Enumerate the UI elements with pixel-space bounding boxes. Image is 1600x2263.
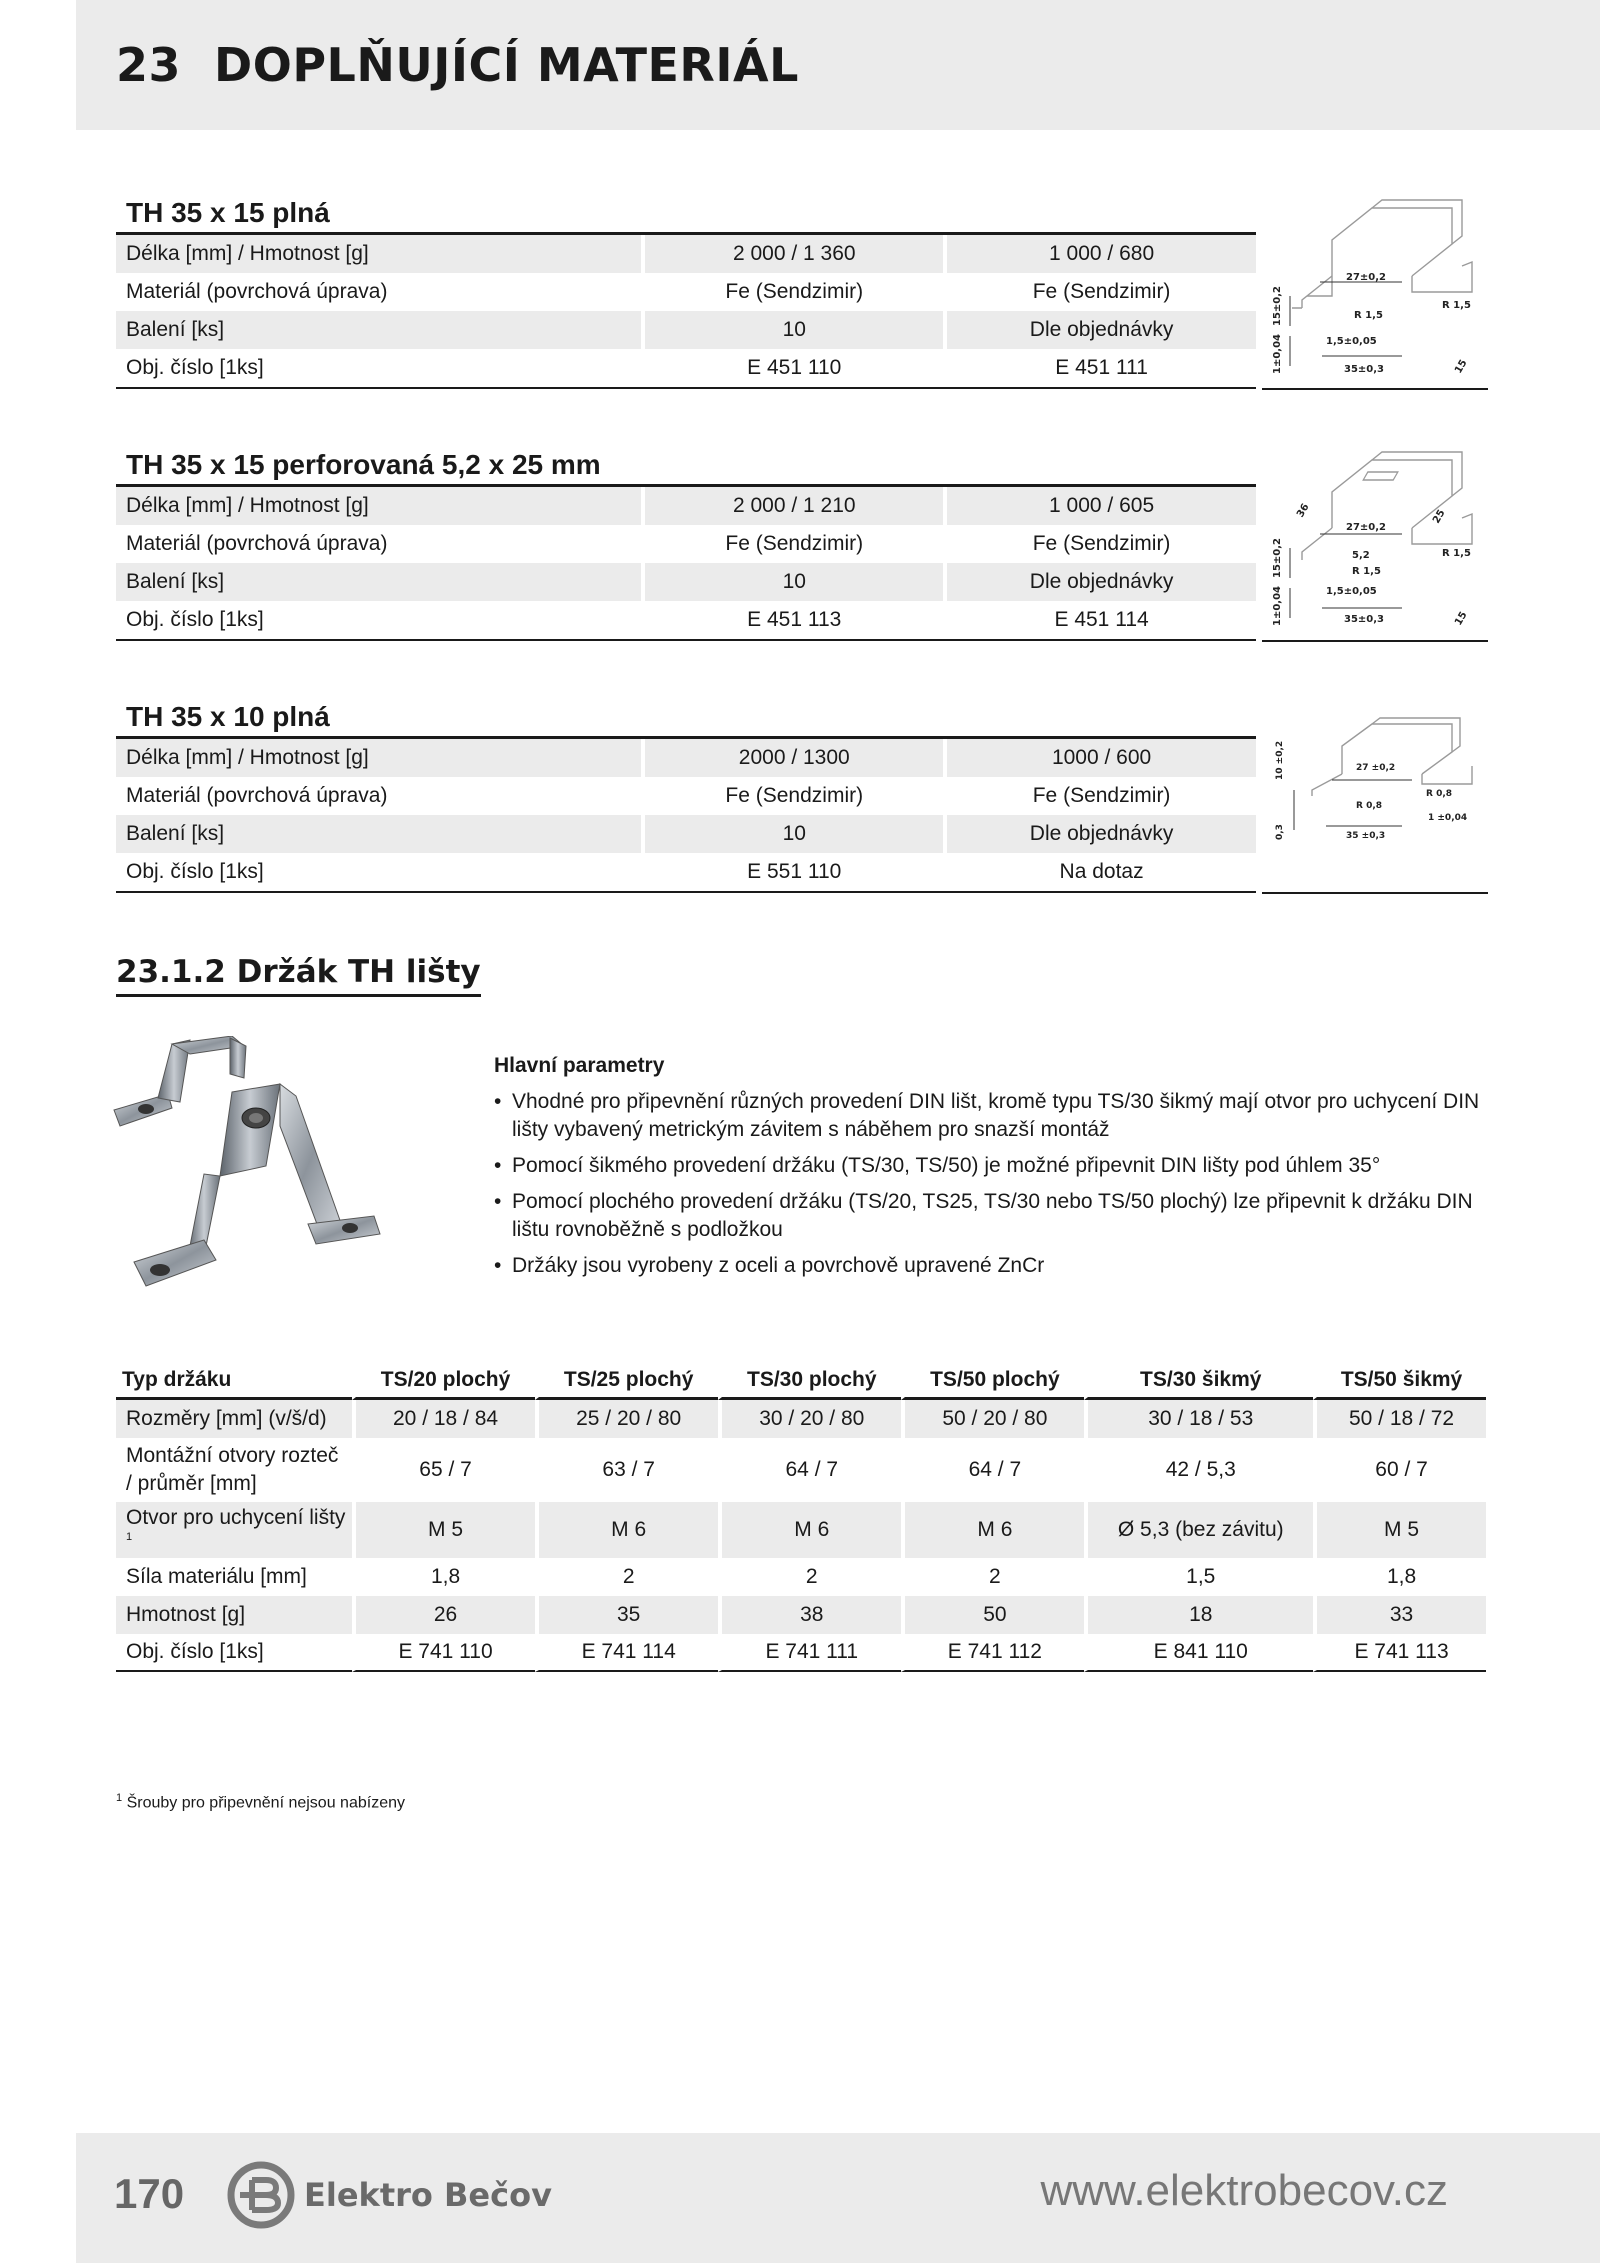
params-title: Hlavní parametry bbox=[494, 1054, 665, 1077]
rail-title: TH 35 x 10 plná bbox=[126, 701, 330, 732]
column-header: TS/50 plochý bbox=[901, 1362, 1084, 1400]
drawing-rule bbox=[1262, 892, 1488, 894]
dim-width: 27±0,2 bbox=[1346, 272, 1387, 283]
table-cell: Materiál (povrchová úprava) bbox=[116, 273, 641, 311]
column-header: Typ držáku bbox=[116, 1362, 352, 1400]
table-cell: 35 bbox=[535, 1596, 718, 1634]
table-row bbox=[116, 1502, 1486, 1558]
table-cell: 64 / 7 bbox=[901, 1438, 1084, 1502]
chapter-number: 23 bbox=[116, 38, 182, 92]
rail-title: TH 35 x 15 perforovaná 5,2 x 25 mm bbox=[126, 449, 601, 480]
table-cell: 65 / 7 bbox=[352, 1438, 535, 1502]
dim-side: 15 bbox=[1453, 357, 1470, 376]
table-cell: Ø 5,3 (bez závitu) bbox=[1084, 1502, 1313, 1558]
table-cell: Fe (Sendzimir) bbox=[641, 525, 943, 563]
table-cell: Obj. číslo [1ks] bbox=[116, 349, 641, 387]
table-cell: Fe (Sendzimir) bbox=[943, 525, 1256, 563]
table-cell: 1,8 bbox=[1313, 1558, 1486, 1596]
table-cell: Balení [ks] bbox=[116, 815, 641, 853]
table-cell: E 741 111 bbox=[718, 1634, 901, 1672]
dim-height: 10 ±0,2 bbox=[1275, 740, 1285, 780]
table-cell: M 6 bbox=[901, 1502, 1084, 1558]
chapter-name: DOPLŇUJÍCÍ MATERIÁL bbox=[214, 38, 799, 92]
dim-radius-inner: R 0,8 bbox=[1356, 801, 1383, 811]
dim-base: 35±0,3 bbox=[1344, 614, 1385, 625]
table-row bbox=[116, 815, 1256, 853]
table-cell: Balení [ks] bbox=[116, 563, 641, 601]
dim-radius-inner: R 1,5 bbox=[1352, 566, 1381, 577]
table-cell: 38 bbox=[718, 1596, 901, 1634]
company-logo bbox=[226, 2160, 552, 2230]
table-row bbox=[116, 1558, 1486, 1596]
footnote bbox=[116, 1792, 405, 1812]
table-cell: Dle objednávky bbox=[943, 563, 1256, 601]
dim-radius-outer: R 1,5 bbox=[1442, 548, 1471, 559]
website-link[interactable]: www.elektrobecov.cz bbox=[1040, 2166, 1448, 2215]
table-row bbox=[116, 525, 1256, 563]
table-row bbox=[116, 349, 1256, 387]
dim-radius-inner: R 1,5 bbox=[1354, 310, 1383, 321]
table-row bbox=[116, 853, 1256, 891]
table-cell: Fe (Sendzimir) bbox=[641, 777, 943, 815]
dim-width: 27±0,2 bbox=[1346, 522, 1387, 533]
footnote-text: Šrouby pro připevnění nejsou nabízeny bbox=[126, 1794, 405, 1812]
table-cell: Fe (Sendzimir) bbox=[641, 273, 943, 311]
rail-spec-table bbox=[116, 232, 1256, 389]
table-cell: 50 bbox=[901, 1596, 1084, 1634]
list-item: • Držáky jsou vyrobeny z oceli a povrchově upravené ZnCr bbox=[494, 1252, 1494, 1280]
main-parameters bbox=[494, 1054, 1494, 1288]
table-cell: 2 000 / 1 210 bbox=[641, 487, 943, 525]
list-item: • Pomocí šikmého provedení držáku (TS/30, TS/50) je možné připevnit DIN lišty pod úhlem 35° bbox=[494, 1152, 1494, 1180]
table-cell: Síla materiálu [mm] bbox=[126, 1565, 307, 1588]
rail-drawing-th35x15-solid bbox=[1262, 196, 1488, 386]
table-row bbox=[116, 273, 1256, 311]
table-cell: Rozměry [mm] (v/š/d) bbox=[116, 1400, 352, 1438]
table-cell: 50 / 20 / 80 bbox=[901, 1400, 1084, 1438]
table-cell: E 451 111 bbox=[943, 349, 1256, 387]
chapter-title bbox=[116, 38, 799, 92]
table-row bbox=[116, 777, 1256, 815]
table-row bbox=[116, 1596, 1486, 1634]
dim-flange: 1,5±0,05 bbox=[1326, 336, 1377, 347]
column-header: TS/20 plochý bbox=[352, 1362, 535, 1400]
table-cell: Fe (Sendzimir) bbox=[943, 273, 1256, 311]
dim-hole: 5,2 bbox=[1352, 550, 1370, 561]
table-cell: 30 / 18 / 53 bbox=[1084, 1400, 1313, 1438]
table-cell: Obj. číslo [1ks] bbox=[116, 601, 641, 639]
dim-base: 35±0,3 bbox=[1344, 364, 1385, 375]
section-heading: 23.1.2 Držák TH lišty bbox=[116, 954, 481, 997]
rail-spec-table bbox=[116, 484, 1256, 641]
table-cell: 50 / 18 / 72 bbox=[1313, 1400, 1486, 1438]
table-cell: E 451 110 bbox=[641, 349, 943, 387]
page-number: 170 bbox=[114, 2170, 185, 2217]
table-cell: 10 bbox=[641, 311, 943, 349]
table-header-row bbox=[116, 1362, 1486, 1400]
table-row bbox=[116, 487, 1256, 525]
table-row bbox=[116, 311, 1256, 349]
table-cell: E 551 110 bbox=[641, 853, 943, 891]
table-cell: E 741 113 bbox=[1313, 1634, 1486, 1672]
rail-drawing-th35x10-solid bbox=[1262, 710, 1488, 850]
table-cell: E 741 112 bbox=[901, 1634, 1084, 1672]
dim-base: 35 ±0,3 bbox=[1346, 831, 1386, 841]
table-cell: Materiál (povrchová úprava) bbox=[116, 525, 641, 563]
dim-flange: 1,5±0,05 bbox=[1326, 586, 1377, 597]
drawing-rule bbox=[1262, 388, 1488, 390]
table-cell: 30 / 20 / 80 bbox=[718, 1400, 901, 1438]
table-cell: 2 bbox=[535, 1558, 718, 1596]
table-cell: 60 / 7 bbox=[1313, 1438, 1486, 1502]
table-cell: Dle objednávky bbox=[943, 311, 1256, 349]
dim-height: 15±0,2 bbox=[1272, 285, 1283, 326]
logo-text: Elektro Bečov bbox=[304, 2176, 552, 2214]
table-cell: Hmotnost [g] bbox=[116, 1596, 352, 1634]
table-cell: 10 bbox=[641, 563, 943, 601]
table-cell: Balení [ks] bbox=[116, 311, 641, 349]
table-cell: Délka [mm] / Hmotnost [g] bbox=[116, 487, 641, 525]
rail-spec-table bbox=[116, 736, 1256, 893]
dim-thickness: 1±0,04 bbox=[1272, 333, 1283, 374]
table-cell: 64 / 7 bbox=[718, 1438, 901, 1502]
table-cell: E 741 114 bbox=[535, 1634, 718, 1672]
table-row bbox=[116, 601, 1256, 639]
table-cell: M 6 bbox=[535, 1502, 718, 1558]
dim-radius-outer: R 1,5 bbox=[1442, 300, 1471, 311]
table-cell bbox=[116, 1502, 352, 1558]
dim-side: 0,3 bbox=[1275, 824, 1285, 840]
dim-height: 15±0,2 bbox=[1272, 537, 1283, 578]
table-cell: 2 000 / 1 360 bbox=[641, 235, 943, 273]
dim-pitch: 36 bbox=[1295, 501, 1312, 520]
dim-thickness: 1±0,04 bbox=[1272, 585, 1283, 626]
dim-side: 15 bbox=[1453, 609, 1470, 628]
footnote-mark: 1 bbox=[116, 1792, 123, 1804]
table-cell: 1 000 / 680 bbox=[943, 235, 1256, 273]
table-row bbox=[116, 1634, 1486, 1672]
table-cell: E 841 110 bbox=[1084, 1634, 1313, 1672]
table-row bbox=[116, 235, 1256, 273]
table-cell: M 6 bbox=[718, 1502, 901, 1558]
table-cell: Dle objednávky bbox=[943, 815, 1256, 853]
table-cell: Na dotaz bbox=[943, 853, 1256, 891]
logo-mark-icon bbox=[226, 2160, 296, 2230]
table-cell: 2000 / 1300 bbox=[641, 739, 943, 777]
table-row bbox=[116, 739, 1256, 777]
dim-thickness: 1 ±0,04 bbox=[1428, 813, 1468, 823]
list-item: • Pomocí plochého provedení držáku (TS/20, TS25, TS/30 nebo TS/50 plochý) lze připevnit k držáku DIN lištu rovnoběžně s podložkou bbox=[494, 1188, 1494, 1244]
table-cell: 20 / 18 / 84 bbox=[352, 1400, 535, 1438]
rail-title: TH 35 x 15 plná bbox=[126, 197, 330, 228]
table-cell: 63 / 7 bbox=[535, 1438, 718, 1502]
list-item: • Vhodné pro připevnění různých provedení DIN lišt, kromě typu TS/30 šikmý mají otvor pro uchycení DIN lišty vybavený metrickým závitem s náběhem pro snazší montáž bbox=[494, 1088, 1494, 1144]
table-cell: 2 bbox=[718, 1558, 901, 1596]
table-cell: M 5 bbox=[1313, 1502, 1486, 1558]
table-cell: E 451 113 bbox=[641, 601, 943, 639]
table-cell: Obj. číslo [1ks] bbox=[116, 1634, 352, 1672]
table-cell: 18 bbox=[1084, 1596, 1313, 1634]
rail-drawing-th35x15-perforated bbox=[1262, 444, 1488, 634]
column-header: TS/30 šikmý bbox=[1084, 1362, 1313, 1400]
row-label: Otvor pro uchycení lišty bbox=[126, 1506, 346, 1529]
table-cell: 33 bbox=[1313, 1596, 1486, 1634]
din-rail-holder-photo bbox=[112, 1036, 382, 1298]
table-cell: Délka [mm] / Hmotnost [g] bbox=[116, 739, 641, 777]
column-header: TS/50 šikmý bbox=[1313, 1362, 1486, 1400]
table-cell: E 741 110 bbox=[352, 1634, 535, 1672]
table-cell: Délka [mm] / Hmotnost [g] bbox=[116, 235, 641, 273]
params-list bbox=[494, 1088, 1494, 1280]
table-cell: 1000 / 600 bbox=[943, 739, 1256, 777]
footnote-mark: 1 bbox=[126, 1531, 133, 1543]
table-cell: 10 bbox=[641, 815, 943, 853]
dim-radius-outer: R 0,8 bbox=[1426, 789, 1453, 799]
table-row bbox=[116, 563, 1256, 601]
table-cell: 26 bbox=[352, 1596, 535, 1634]
table-row bbox=[116, 1438, 1486, 1502]
table-cell: Fe (Sendzimir) bbox=[943, 777, 1256, 815]
table-cell: E 451 114 bbox=[943, 601, 1256, 639]
table-cell: Materiál (povrchová úprava) bbox=[116, 777, 641, 815]
column-header: TS/30 plochý bbox=[718, 1362, 901, 1400]
table-row bbox=[116, 1400, 1486, 1438]
dim-width: 27 ±0,2 bbox=[1356, 763, 1396, 773]
table-cell: M 5 bbox=[352, 1502, 535, 1558]
table-cell: 1,8 bbox=[352, 1558, 535, 1596]
table-cell: Obj. číslo [1ks] bbox=[116, 853, 641, 891]
table-cell: 25 / 20 / 80 bbox=[535, 1400, 718, 1438]
table-cell: 2 bbox=[901, 1558, 1084, 1596]
table-cell: 1 000 / 605 bbox=[943, 487, 1256, 525]
table-cell: 42 / 5,3 bbox=[1084, 1438, 1313, 1502]
dim-slot: 25 bbox=[1431, 507, 1448, 526]
drawing-rule bbox=[1262, 640, 1488, 642]
column-header: TS/25 plochý bbox=[535, 1362, 718, 1400]
holder-spec-table bbox=[116, 1362, 1486, 1672]
table-cell: 1,5 bbox=[1084, 1558, 1313, 1596]
table-cell: Montážní otvory rozteč / průměr [mm] bbox=[126, 1444, 339, 1495]
